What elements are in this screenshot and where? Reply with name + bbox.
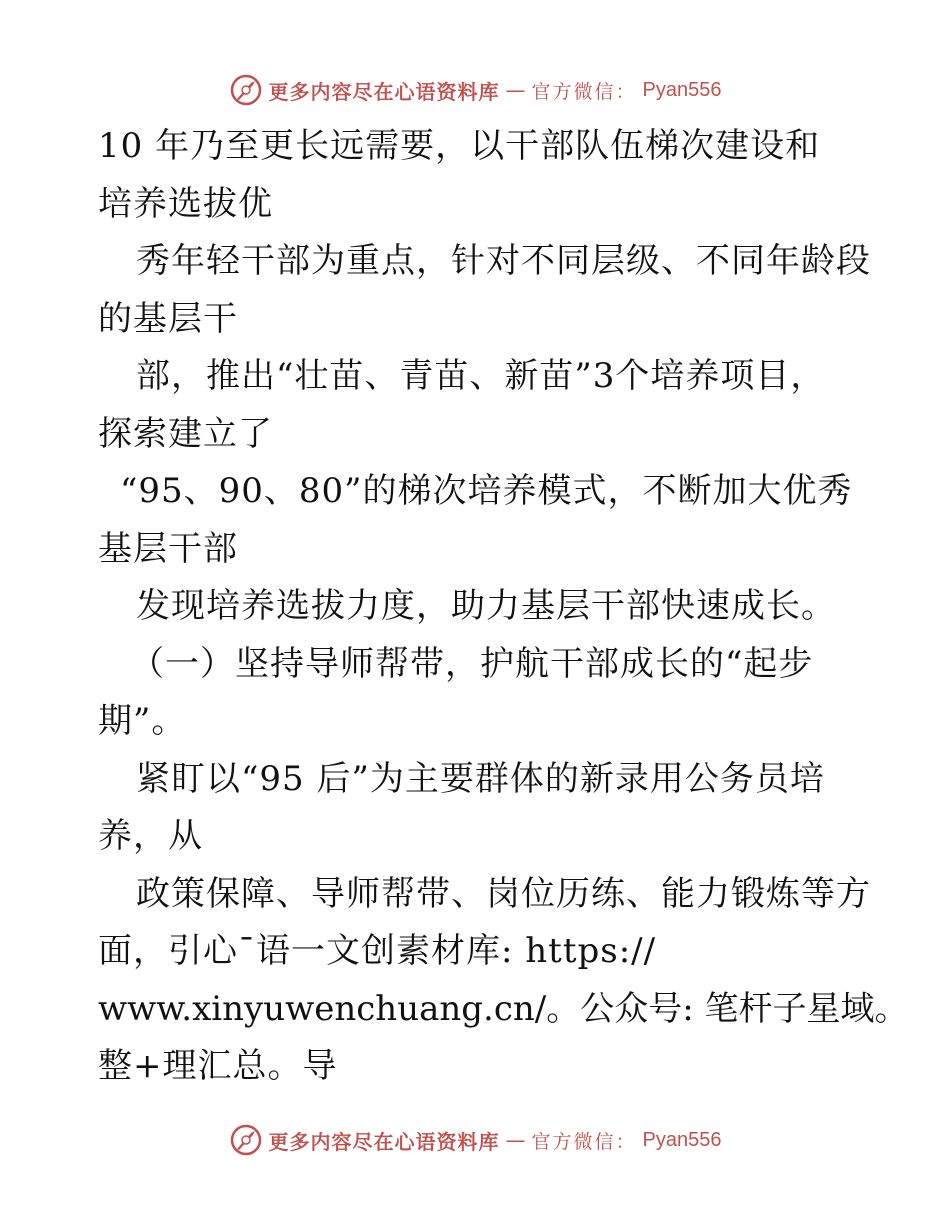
body-line: 培养选拔优 (98, 183, 273, 224)
body-line: www.xinyuwenchuang.cn/。公众号: 笔杆子星域。 (98, 988, 909, 1029)
footer-watermark-banner (0, 1120, 950, 1160)
body-line: 面，引心¯语一文创素材库: https:// (98, 931, 657, 971)
body-line: 探索建立了 (98, 413, 273, 454)
body-line: 整+理汇总。导 (98, 1046, 338, 1086)
body-line: 秀年轻干部为重点，针对不同层级、不同年龄段 (136, 241, 871, 281)
footer-sub-text: 官方微信： (531, 1130, 637, 1153)
footer-account-id: Pyan556 (642, 1128, 722, 1151)
body-line: 发现培养选拔力度，助力基层干部快速成长。 (136, 586, 836, 626)
footer-separator: — (505, 1128, 526, 1152)
header-sub-text: 官方微信： (531, 80, 637, 103)
body-line: 期”。 (98, 701, 187, 741)
header-watermark-banner (0, 70, 950, 110)
body-line: 10 年乃至更长远需要，以干部队伍梯次建设和 (98, 126, 821, 166)
header-separator: — (505, 78, 526, 102)
quill-logo-icon (229, 73, 263, 107)
body-line: 的基层干 (98, 298, 238, 339)
body-line: “95、90、80”的梯次培养模式，不断加大优秀 (120, 471, 853, 511)
body-line: 养，从 (98, 816, 203, 856)
body-line: 基层干部 (98, 528, 238, 569)
footer-banner-text: 更多内容尽在心语资料库 (268, 1129, 500, 1154)
body-line: 部，推出“壮苗、青苗、新苗”3个培养项目， (136, 356, 826, 396)
header-account-id: Pyan556 (642, 78, 722, 101)
quill-logo-icon (229, 1123, 263, 1157)
header-banner-text: 更多内容尽在心语资料库 (268, 79, 500, 104)
document-body (98, 118, 909, 1096)
body-line: 政策保障、导师帮带、岗位历练、能力锻炼等方 (136, 873, 871, 914)
body-line: （一）坚持导师帮带，护航干部成长的“起步 (130, 643, 814, 684)
body-line: 紧盯以“95 后”为主要群体的新录用公务员培 (136, 758, 825, 799)
